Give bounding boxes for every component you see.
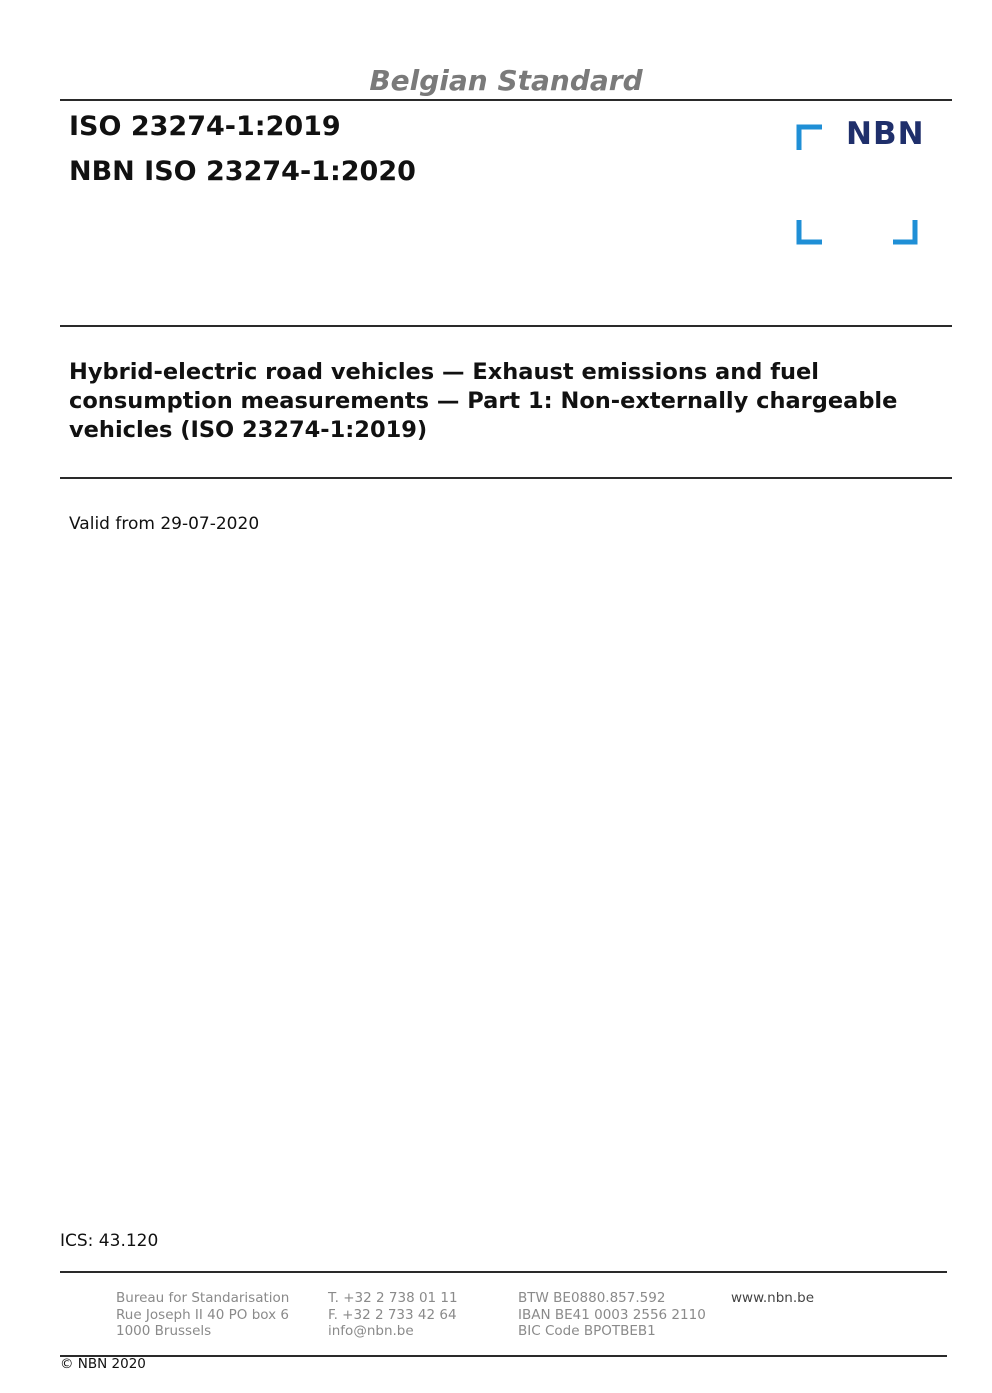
bracket-bottom-right [893,220,915,242]
top-rule [60,99,952,101]
footer-banking [518,1290,706,1340]
website-link[interactable]: www.nbn.be [731,1290,815,1306]
fax: F. +32 2 733 42 64 [328,1306,457,1323]
bracket-top-left [799,127,822,150]
document-title: Hybrid-electric road vehicles — Exhaust emissions and fuel consumption measurements — Part 1: Non-externally chargeable vehicles (ISO 23274-1:2019) [69,359,898,443]
address-line: Bureau for Standarisation [116,1290,290,1306]
validity-date: Valid from 29-07-2020 [69,514,260,534]
footer-top-rule [60,1271,947,1273]
vat-number: BTW BE0880.857.592 [518,1290,666,1306]
bracket-bottom-left [799,220,822,242]
phone: T. +32 2 738 01 11 [328,1290,458,1306]
footer-contact [328,1290,458,1340]
footer-bottom-rule [60,1355,947,1357]
ics-code: ICS: 43.120 [60,1231,159,1251]
nbn-logo-text: NBN [846,116,925,152]
nbn-code: NBN ISO 23274-1:2020 [69,156,416,187]
footer-address [116,1290,289,1340]
bic-code: BIC Code BPOTBEB1 [518,1323,656,1339]
belgian-standard-heading: Belgian Standard [369,64,643,97]
iban: IBAN BE41 0003 2556 2110 [518,1306,706,1323]
title-top-rule [60,325,952,327]
iso-code: ISO 23274-1:2019 [69,111,341,142]
title-bottom-rule [60,477,952,479]
copyright: © NBN 2020 [60,1356,146,1372]
address-line: Rue Joseph II 40 PO box 6 [116,1306,289,1323]
email-link[interactable]: info@nbn.be [328,1323,414,1339]
address-line: 1000 Brussels [116,1323,212,1339]
